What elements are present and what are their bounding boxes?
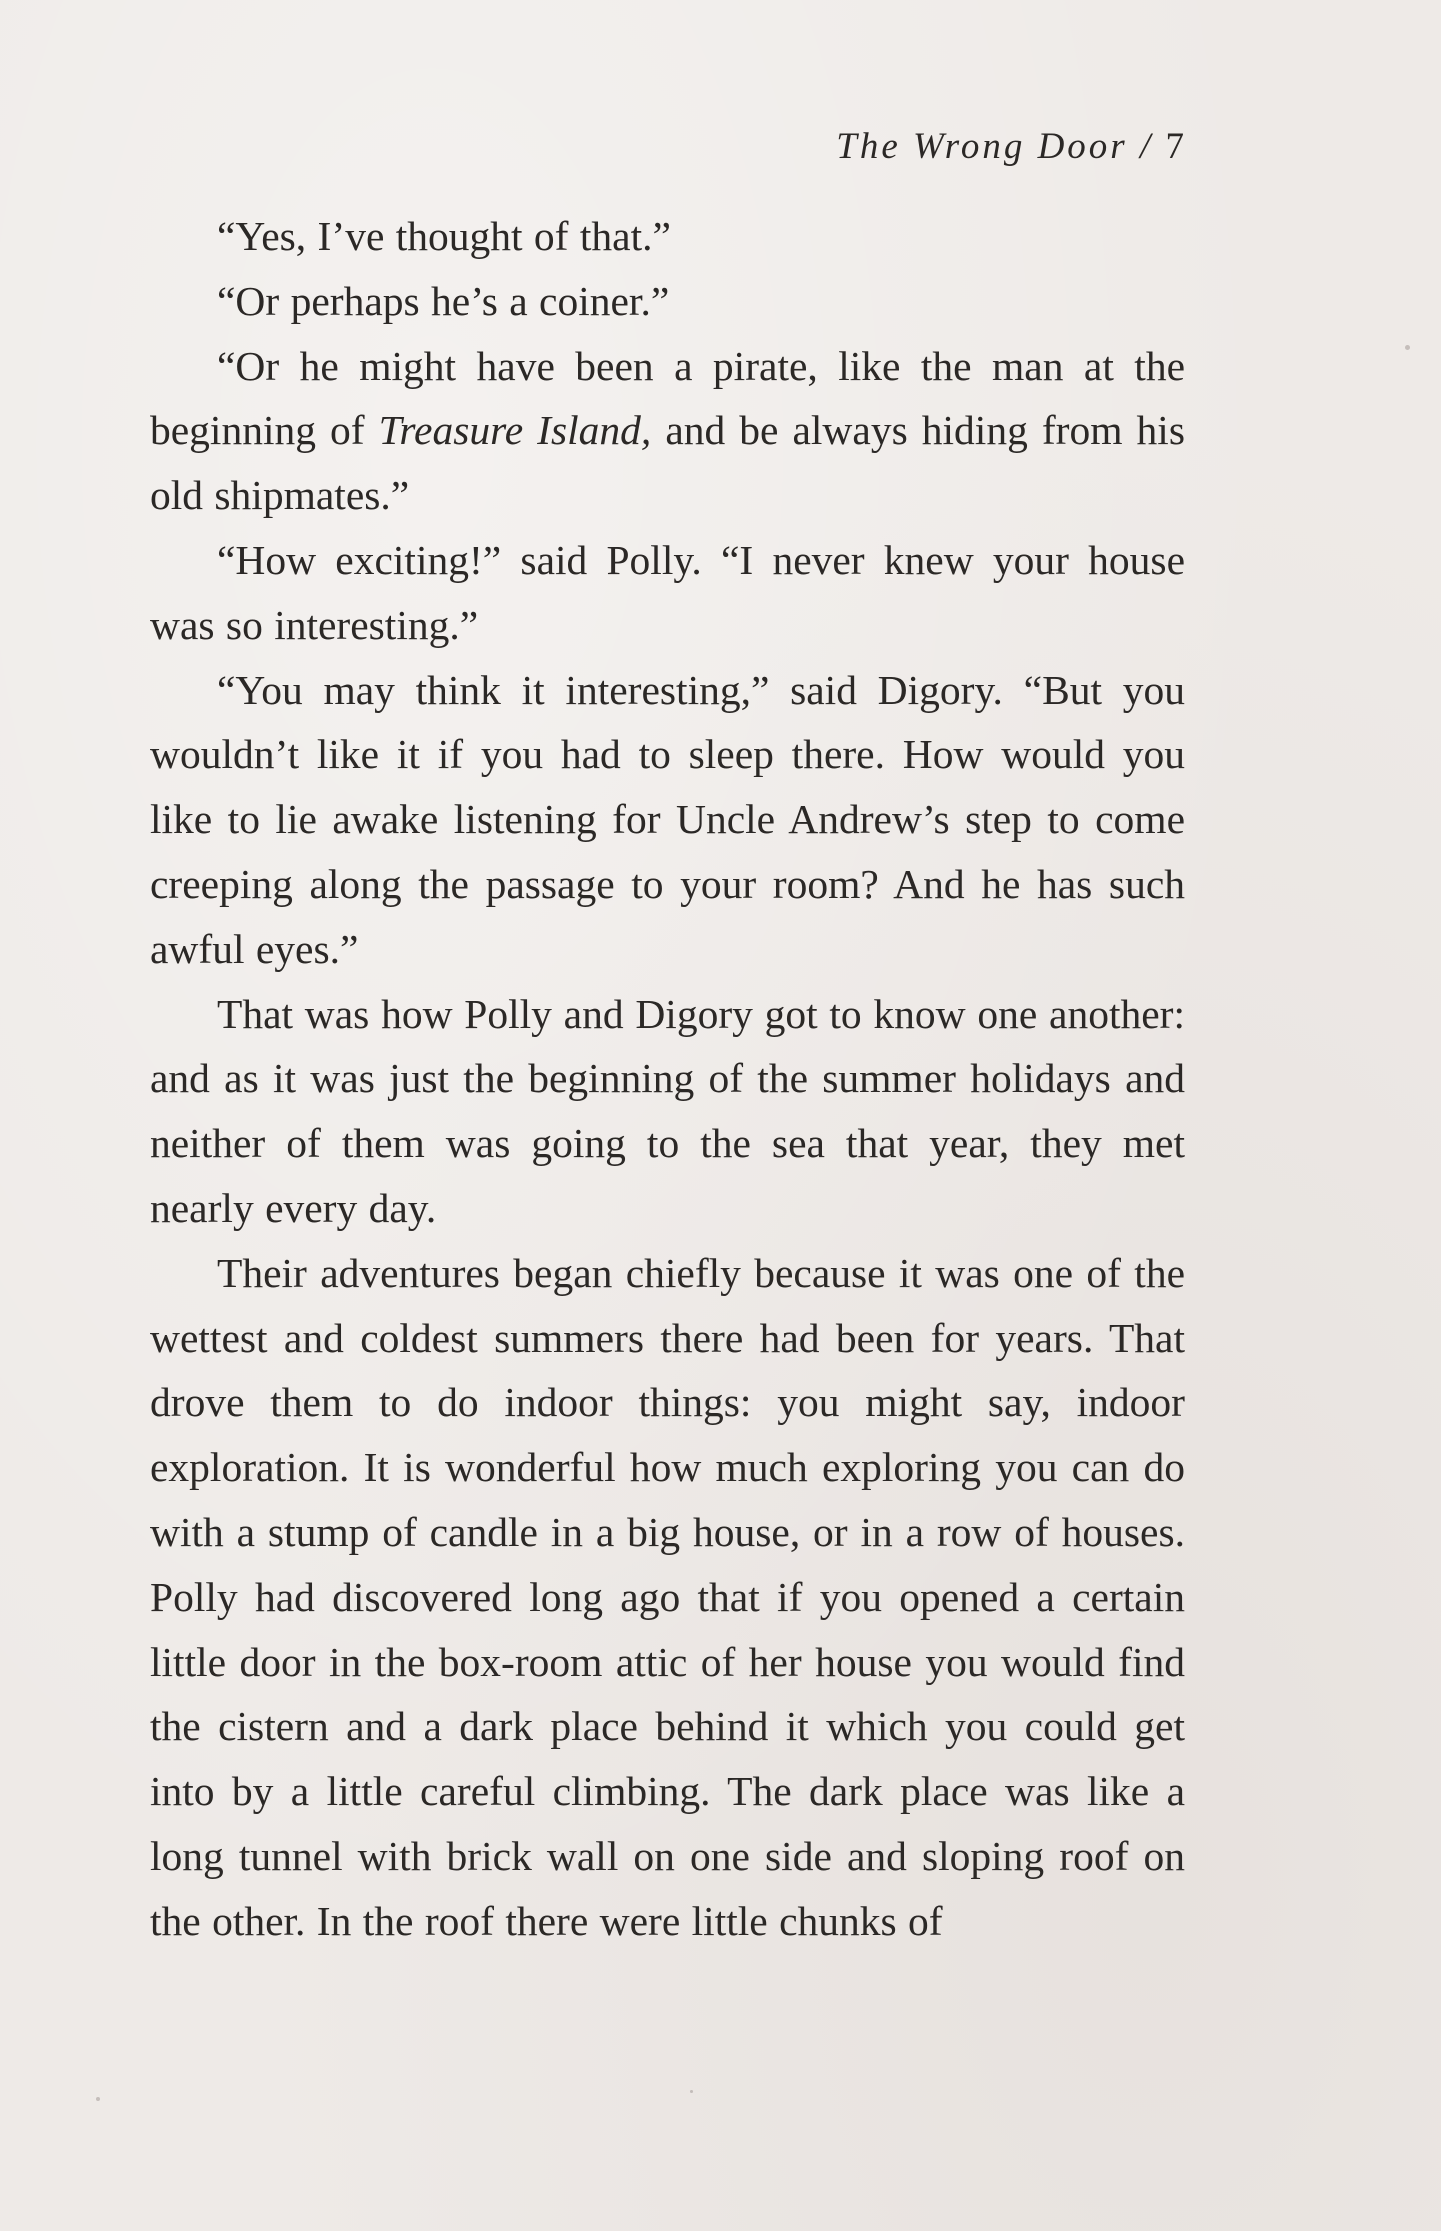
paragraph-text: and be always hiding from his old shipmates.” — [150, 407, 1185, 519]
paragraph: “How exciting!” said Polly. “I never knew your house was so interesting.” — [150, 536, 1185, 648]
paragraph — [150, 334, 1185, 528]
body-text — [150, 204, 1185, 1954]
paragraph: Their adventures began chiefly because it was one of the wettest and coldest summers there had been for years. That drove them to do indoor things: you might say, indoor exploration. It is wonderful how much exploring you can do with a stump of candle in a big house, or in a row of houses. Polly had discovered long ago that if you opened a certain little door in the box-room attic of her house you would find the cistern and a dark place behind it which you could get into by a little careful climbing. The dark place was like a long tunnel with brick wall on one side and sloping roof on the other. In the roof there were little chunks of — [150, 1249, 1185, 1944]
running-head — [836, 121, 1184, 173]
chapter-title: The Wrong Door — [836, 126, 1128, 167]
paragraph: “Yes, I’ve thought of that.” — [217, 213, 671, 259]
running-head-separator: / — [1139, 126, 1154, 167]
paragraph: That was how Polly and Digory got to know one another: and as it was just the beginning of the summer holidays and neither of them was going to the sea that year, they met nearly every day. — [150, 990, 1185, 1231]
paragraph: “Or perhaps he’s a coiner.” — [217, 277, 670, 324]
page-number: 7 — [1165, 126, 1184, 167]
paper-speck — [96, 2097, 100, 2101]
paper-speck — [690, 2090, 693, 2093]
paragraph: “You may think it interesting,” said Digory. “But you wouldn’t like it if you had to sleep there. How would you like to lie awake listening for Uncle Andrew’s step to come creeping along the passage to your room? And he has such awful eyes.” — [150, 666, 1185, 972]
book-title-italic: Treasure Island, — [378, 407, 652, 454]
paper-speck — [1405, 345, 1410, 350]
paragraph-text: “Or he might have been a pirate, like the man at the beginning of — [150, 342, 1185, 454]
